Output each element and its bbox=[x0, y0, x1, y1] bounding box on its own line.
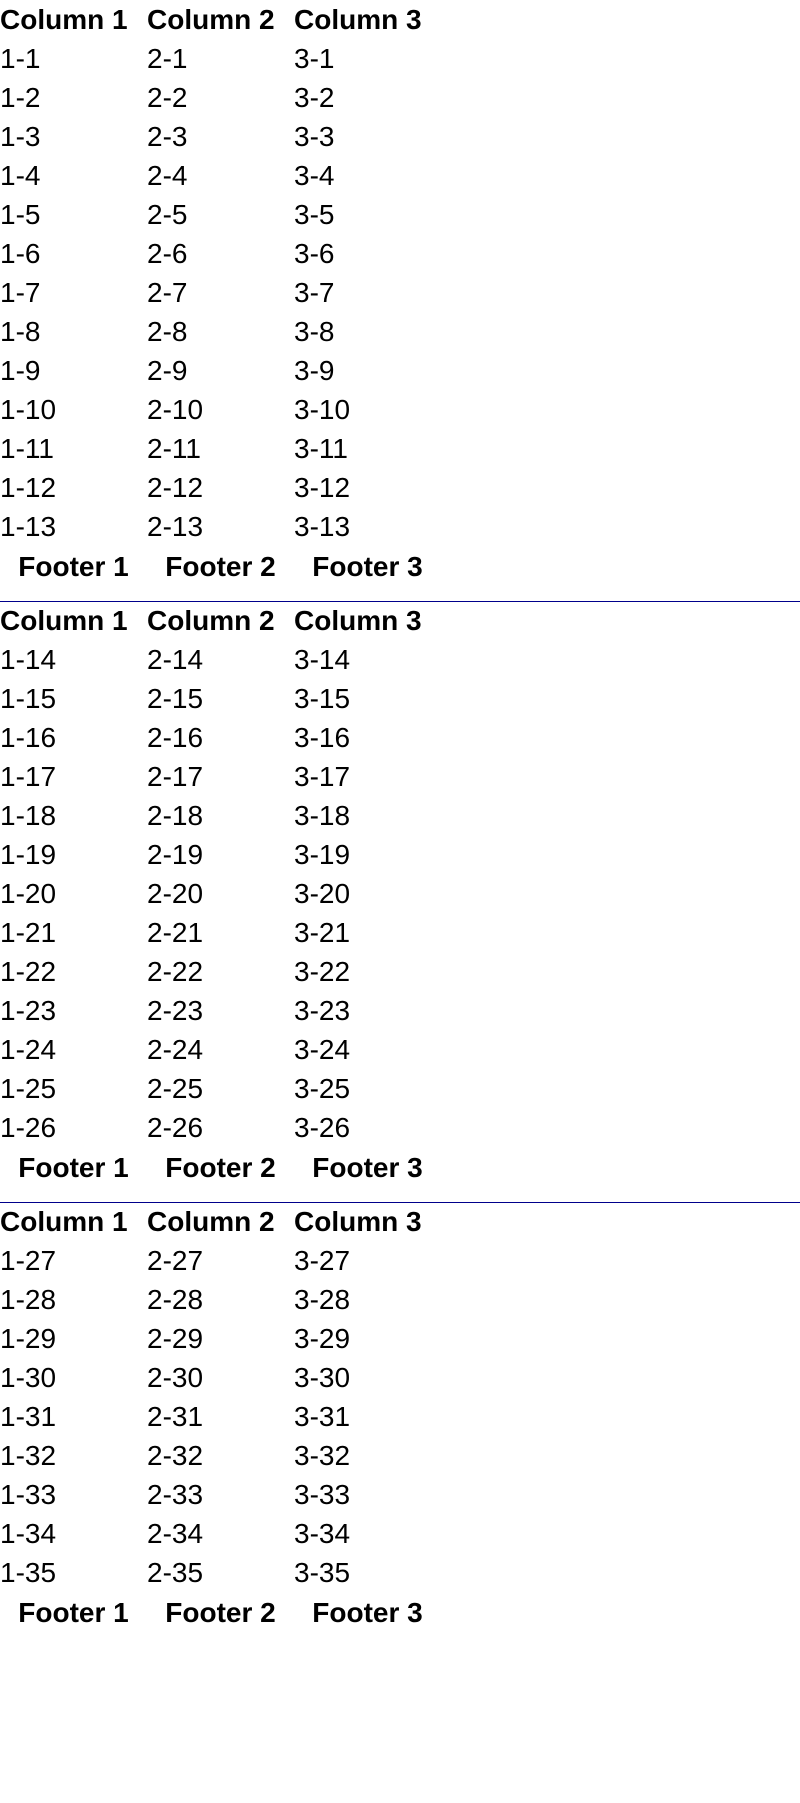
table-cell: 2-33 bbox=[147, 1479, 204, 1510]
column-footer-1: Footer 1 bbox=[18, 1597, 129, 1628]
column-header-2: Column 2 bbox=[147, 4, 275, 35]
footer-row bbox=[0, 1147, 441, 1188]
table-cell: 3-35 bbox=[294, 1557, 351, 1588]
table-cell: 1-20 bbox=[0, 878, 57, 909]
column-footer-1: Footer 1 bbox=[18, 551, 129, 582]
table-cell: 2-14 bbox=[147, 644, 204, 675]
column-footer-1: Footer 1 bbox=[18, 1152, 129, 1183]
table-row bbox=[0, 234, 441, 273]
page-3 bbox=[0, 1202, 800, 1803]
table-cell: 1-33 bbox=[0, 1479, 57, 1510]
table-cell: 2-25 bbox=[147, 1073, 204, 1104]
table-cell: 2-10 bbox=[147, 394, 204, 425]
table-cell: 3-24 bbox=[294, 1034, 351, 1065]
table-footer bbox=[0, 1592, 441, 1633]
table-cell: 1-32 bbox=[0, 1440, 57, 1471]
table-cell: 1-13 bbox=[0, 511, 57, 542]
table-cell: 1-19 bbox=[0, 839, 57, 870]
table-cell: 2-22 bbox=[147, 956, 204, 987]
table-cell: 2-9 bbox=[147, 355, 188, 386]
data-table-page-2 bbox=[0, 601, 441, 1188]
table-cell: 2-30 bbox=[147, 1362, 204, 1393]
table-row bbox=[0, 913, 441, 952]
table-cell: 3-18 bbox=[294, 800, 351, 831]
table-row bbox=[0, 78, 441, 117]
table-row bbox=[0, 1397, 441, 1436]
table-header bbox=[0, 1202, 441, 1241]
column-header-2: Column 2 bbox=[147, 605, 275, 636]
table-cell: 2-32 bbox=[147, 1440, 204, 1471]
table-cell: 2-6 bbox=[147, 238, 188, 269]
table-cell: 2-19 bbox=[147, 839, 204, 870]
table-cell: 2-7 bbox=[147, 277, 188, 308]
table-cell: 3-19 bbox=[294, 839, 351, 870]
table-cell: 1-10 bbox=[0, 394, 57, 425]
data-table-page-1 bbox=[0, 0, 441, 587]
table-cell: 3-33 bbox=[294, 1479, 351, 1510]
page-2 bbox=[0, 601, 800, 1202]
table-cell: 1-21 bbox=[0, 917, 57, 948]
page-1 bbox=[0, 0, 800, 601]
table-cell: 1-8 bbox=[0, 316, 41, 347]
table-row bbox=[0, 1241, 441, 1280]
column-header-1: Column 1 bbox=[0, 605, 128, 636]
table-row bbox=[0, 991, 441, 1030]
table-cell: 1-34 bbox=[0, 1518, 57, 1549]
column-footer-3: Footer 3 bbox=[312, 1597, 423, 1628]
table-row bbox=[0, 117, 441, 156]
table-cell: 3-34 bbox=[294, 1518, 351, 1549]
table-footer bbox=[0, 1147, 441, 1188]
table-row bbox=[0, 640, 441, 679]
table-cell: 1-15 bbox=[0, 683, 57, 714]
table-cell: 2-16 bbox=[147, 722, 204, 753]
table-cell: 2-3 bbox=[147, 121, 188, 152]
table-row bbox=[0, 390, 441, 429]
table-row bbox=[0, 1358, 441, 1397]
table-cell: 3-5 bbox=[294, 199, 335, 230]
table-cell: 2-15 bbox=[147, 683, 204, 714]
table-row bbox=[0, 874, 441, 913]
table-cell: 1-35 bbox=[0, 1557, 57, 1588]
table-cell: 1-14 bbox=[0, 644, 57, 675]
table-cell: 3-14 bbox=[294, 644, 351, 675]
table-cell: 3-8 bbox=[294, 316, 335, 347]
table-cell: 3-30 bbox=[294, 1362, 351, 1393]
table-row bbox=[0, 835, 441, 874]
table-row bbox=[0, 1108, 441, 1147]
table-cell: 1-9 bbox=[0, 355, 41, 386]
table-row bbox=[0, 312, 441, 351]
table-cell: 1-17 bbox=[0, 761, 57, 792]
table-cell: 2-34 bbox=[147, 1518, 204, 1549]
table-cell: 3-13 bbox=[294, 511, 351, 542]
column-header-2: Column 2 bbox=[147, 1206, 275, 1237]
table-cell: 2-26 bbox=[147, 1112, 204, 1143]
table-cell: 1-30 bbox=[0, 1362, 57, 1393]
table-cell: 1-26 bbox=[0, 1112, 57, 1143]
table-cell: 3-17 bbox=[294, 761, 351, 792]
table-row bbox=[0, 468, 441, 507]
table-cell: 1-3 bbox=[0, 121, 41, 152]
table-cell: 2-28 bbox=[147, 1284, 204, 1315]
table-cell: 3-6 bbox=[294, 238, 335, 269]
table-cell: 3-20 bbox=[294, 878, 351, 909]
table-cell: 1-1 bbox=[0, 43, 41, 74]
table-row bbox=[0, 1475, 441, 1514]
table-row bbox=[0, 1514, 441, 1553]
table-cell: 3-9 bbox=[294, 355, 335, 386]
table-cell: 2-11 bbox=[147, 433, 201, 464]
table-cell: 2-12 bbox=[147, 472, 204, 503]
table-row bbox=[0, 1069, 441, 1108]
data-table-page-3 bbox=[0, 1202, 441, 1633]
header-row bbox=[0, 0, 441, 39]
table-row bbox=[0, 1319, 441, 1358]
table-header bbox=[0, 601, 441, 640]
table-cell: 1-2 bbox=[0, 82, 41, 113]
table-cell: 2-23 bbox=[147, 995, 204, 1026]
table-cell: 3-21 bbox=[294, 917, 351, 948]
column-header-1: Column 1 bbox=[0, 4, 128, 35]
table-cell: 2-35 bbox=[147, 1557, 204, 1588]
table-row bbox=[0, 796, 441, 835]
table-cell: 2-2 bbox=[147, 82, 188, 113]
table-row bbox=[0, 757, 441, 796]
column-footer-2: Footer 2 bbox=[165, 1597, 276, 1628]
header-row bbox=[0, 1202, 441, 1241]
table-row bbox=[0, 718, 441, 757]
table-cell: 2-31 bbox=[147, 1401, 204, 1432]
table-row bbox=[0, 351, 441, 390]
table-row bbox=[0, 195, 441, 234]
table-cell: 3-3 bbox=[294, 121, 335, 152]
column-footer-3: Footer 3 bbox=[312, 1152, 423, 1183]
column-header-3: Column 3 bbox=[294, 605, 422, 636]
table-cell: 3-10 bbox=[294, 394, 351, 425]
column-header-3: Column 3 bbox=[294, 4, 422, 35]
table-cell: 3-7 bbox=[294, 277, 335, 308]
table-cell: 1-23 bbox=[0, 995, 57, 1026]
table-cell: 3-1 bbox=[294, 43, 335, 74]
table-cell: 3-22 bbox=[294, 956, 351, 987]
table-body bbox=[0, 39, 441, 546]
table-row bbox=[0, 507, 441, 546]
column-footer-2: Footer 2 bbox=[165, 551, 276, 582]
table-cell: 2-1 bbox=[147, 43, 188, 74]
table-row bbox=[0, 679, 441, 718]
table-cell: 2-24 bbox=[147, 1034, 204, 1065]
table-row bbox=[0, 1280, 441, 1319]
table-cell: 1-29 bbox=[0, 1323, 57, 1354]
table-cell: 2-4 bbox=[147, 160, 188, 191]
table-cell: 1-16 bbox=[0, 722, 57, 753]
table-cell: 3-15 bbox=[294, 683, 351, 714]
table-cell: 2-21 bbox=[147, 917, 204, 948]
table-cell: 3-23 bbox=[294, 995, 351, 1026]
column-header-1: Column 1 bbox=[0, 1206, 128, 1237]
table-cell: 1-27 bbox=[0, 1245, 57, 1276]
table-row bbox=[0, 156, 441, 195]
table-cell: 2-17 bbox=[147, 761, 204, 792]
table-cell: 1-11 bbox=[0, 433, 54, 464]
column-footer-2: Footer 2 bbox=[165, 1152, 276, 1183]
table-cell: 1-28 bbox=[0, 1284, 57, 1315]
column-footer-3: Footer 3 bbox=[312, 551, 423, 582]
footer-row bbox=[0, 546, 441, 587]
table-cell: 1-7 bbox=[0, 277, 41, 308]
table-cell: 3-2 bbox=[294, 82, 335, 113]
table-row bbox=[0, 273, 441, 312]
table-cell: 1-12 bbox=[0, 472, 57, 503]
table-cell: 1-24 bbox=[0, 1034, 57, 1065]
table-cell: 3-32 bbox=[294, 1440, 351, 1471]
table-cell: 2-8 bbox=[147, 316, 188, 347]
table-row bbox=[0, 39, 441, 78]
table-cell: 3-27 bbox=[294, 1245, 351, 1276]
table-body bbox=[0, 1241, 441, 1592]
table-footer bbox=[0, 546, 441, 587]
table-cell: 2-18 bbox=[147, 800, 204, 831]
table-cell: 2-5 bbox=[147, 199, 188, 230]
table-row bbox=[0, 1553, 441, 1592]
table-cell: 2-29 bbox=[147, 1323, 204, 1354]
table-cell: 1-31 bbox=[0, 1401, 57, 1432]
table-cell: 1-4 bbox=[0, 160, 41, 191]
table-cell: 1-6 bbox=[0, 238, 41, 269]
table-cell: 3-4 bbox=[294, 160, 335, 191]
table-cell: 3-26 bbox=[294, 1112, 351, 1143]
table-cell: 1-22 bbox=[0, 956, 57, 987]
column-header-3: Column 3 bbox=[294, 1206, 422, 1237]
table-header bbox=[0, 0, 441, 39]
table-cell: 3-28 bbox=[294, 1284, 351, 1315]
table-cell: 1-18 bbox=[0, 800, 57, 831]
footer-row bbox=[0, 1592, 441, 1633]
table-cell: 1-5 bbox=[0, 199, 41, 230]
table-cell: 1-25 bbox=[0, 1073, 57, 1104]
header-row bbox=[0, 601, 441, 640]
table-cell: 3-29 bbox=[294, 1323, 351, 1354]
table-cell: 2-13 bbox=[147, 511, 204, 542]
table-cell: 3-12 bbox=[294, 472, 351, 503]
table-cell: 3-16 bbox=[294, 722, 351, 753]
table-cell: 3-31 bbox=[294, 1401, 351, 1432]
table-row bbox=[0, 952, 441, 991]
table-cell: 3-11 bbox=[294, 433, 348, 464]
table-cell: 3-25 bbox=[294, 1073, 351, 1104]
table-row bbox=[0, 1436, 441, 1475]
table-row bbox=[0, 1030, 441, 1069]
table-cell: 2-20 bbox=[147, 878, 204, 909]
table-row bbox=[0, 429, 441, 468]
table-cell: 2-27 bbox=[147, 1245, 204, 1276]
table-body bbox=[0, 640, 441, 1147]
